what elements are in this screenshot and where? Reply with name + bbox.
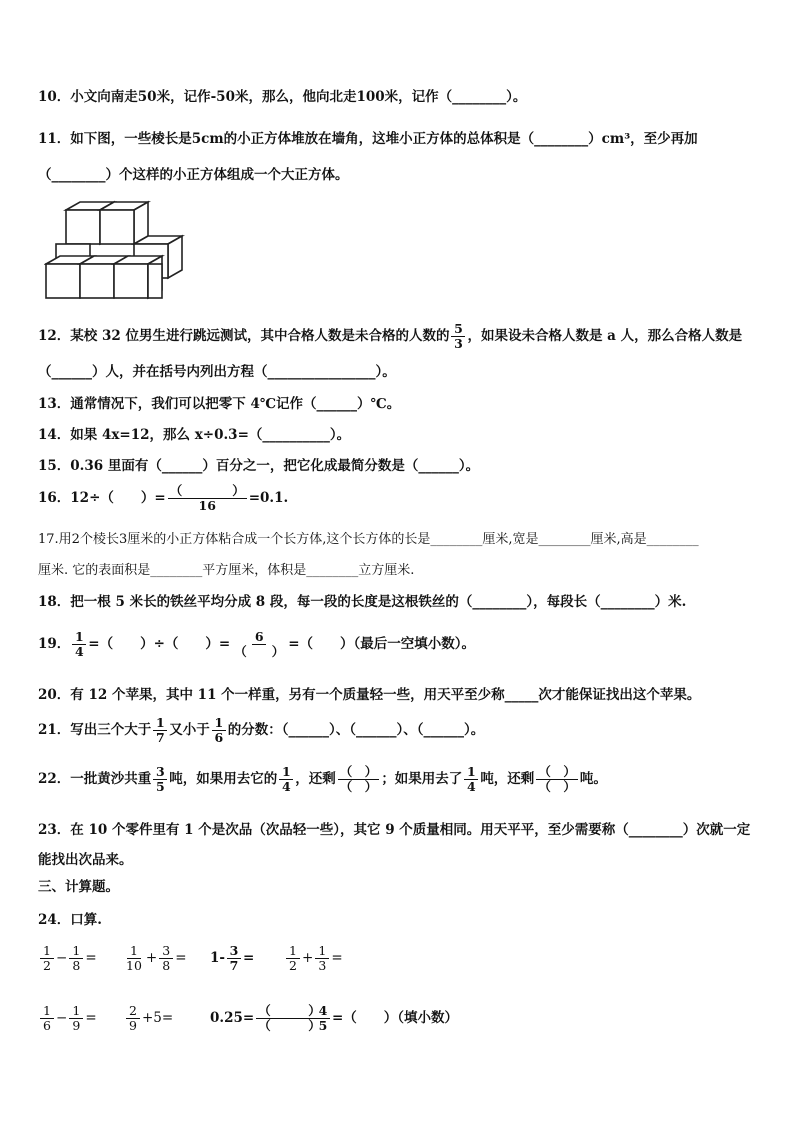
question-22 xyxy=(38,765,607,794)
question-12-line2: （______）人，并在括号内列出方程（________________）。 xyxy=(38,364,396,380)
q16-text-post: =0.1. xyxy=(248,490,289,506)
q22-fraction-1 xyxy=(153,765,167,794)
calc-1-4 xyxy=(284,944,343,973)
calc-op: − xyxy=(56,1010,68,1026)
q22-text-mid4: 吨，还剩 xyxy=(480,771,535,787)
calc-den: 8 xyxy=(72,958,81,973)
q21-frac1-num: 1 xyxy=(153,716,167,731)
question-18: 18．把一根 5 米长的铁丝平均分成 8 段，每一段的长度是这根铁丝的（________），每段长（________）米. xyxy=(38,594,687,610)
cube-stack-figure xyxy=(44,200,188,302)
calc-1-4-frac-a xyxy=(286,944,300,973)
q21-text-mid: 又小于 xyxy=(169,722,210,738)
q12-frac-num: 5 xyxy=(451,322,465,337)
calc-lead: 0.25= xyxy=(210,1010,255,1026)
calc-tail: =（ ）（填小数） xyxy=(332,1010,459,1026)
calc-num: 1 xyxy=(315,944,329,959)
question-15: 15．0.36 里面有（______）百分之一，把它化成最简分数是（______）。 xyxy=(38,458,480,474)
cube-stack-drawing xyxy=(44,200,188,302)
calc-num: 4 xyxy=(316,1004,330,1019)
calc-den: 3 xyxy=(318,958,327,973)
calc-op: − xyxy=(56,950,68,966)
calc-lead: 1- xyxy=(210,950,225,966)
question-13: 13．通常情况下，我们可以把零下 4℃记作（______）℃。 xyxy=(38,396,401,412)
q22-fraction-3 xyxy=(338,765,380,794)
calc-op: + xyxy=(302,950,314,966)
calc-den: 2 xyxy=(289,958,297,973)
calc-1-2 xyxy=(122,944,187,973)
q22-frac4-num: 1 xyxy=(464,765,478,780)
calc-num: （ ） xyxy=(258,1003,321,1018)
q22-frac1-den: 5 xyxy=(155,779,165,794)
calc-2-2 xyxy=(124,1004,173,1033)
calc-den: （ ） xyxy=(258,1018,321,1033)
calc-num: 3 xyxy=(159,944,173,959)
calc-1-2-frac-a xyxy=(124,944,144,973)
q22-fraction-2 xyxy=(279,765,293,794)
calc-tail: = xyxy=(85,1010,97,1026)
q19-text-mid: =（ ）÷（ ）= xyxy=(88,636,231,652)
question-23-line1: 23．在 10 个零件里有 1 个是次品（次品轻一些），其它 9 个质量相同。用天平平，至少需要称（________）次就一定 xyxy=(38,822,751,838)
calc-den: 5 xyxy=(318,1018,328,1033)
q16-text-pre: 16．12÷（ ）= xyxy=(38,490,166,506)
q16-frac-den: 16 xyxy=(198,498,216,513)
calc-num: 1 xyxy=(69,944,83,959)
q16-frac-num: （ ） xyxy=(169,483,245,498)
q19-text-pre: 19． xyxy=(38,636,71,652)
q21-frac2-num: 1 xyxy=(212,716,226,731)
q22-frac3-den: （ ） xyxy=(339,779,378,794)
q12-frac-den: 3 xyxy=(454,336,463,351)
question-19 xyxy=(38,630,475,659)
calc-num: 3 xyxy=(227,944,241,959)
q22-frac3-num: （ ） xyxy=(339,764,378,779)
calc-den: 9 xyxy=(72,1018,81,1033)
q19-frac2-den: （ ） xyxy=(234,644,285,659)
calc-1-3-frac xyxy=(227,944,241,973)
q22-frac4-den: 4 xyxy=(466,779,476,794)
calc-2-1 xyxy=(38,1004,97,1033)
calc-num: 1 xyxy=(127,944,141,959)
q21-text-post: 的分数：（______）、（______）、（______）。 xyxy=(227,722,485,738)
q19-text-post: =（ ）（最后一空填小数）。 xyxy=(288,636,476,652)
calc-1-3 xyxy=(210,944,254,973)
calc-2-3 xyxy=(210,1004,325,1033)
calc-den: 10 xyxy=(126,958,142,973)
q22-text-mid2: ，还剩 xyxy=(295,771,336,787)
q21-frac2-den: 6 xyxy=(214,730,224,745)
q22-text-mid1: 吨，如果用去它的 xyxy=(169,771,278,787)
calc-2-2-frac xyxy=(126,1004,140,1033)
calc-1-1-frac-b xyxy=(69,944,83,973)
question-17-line1: 17.用2个棱长3厘米的小正方体粘合成一个长方体,这个长方体的长是________厘米,宽是________厘米,高是________ xyxy=(38,532,699,547)
question-21 xyxy=(38,716,484,745)
calc-2-4-frac xyxy=(316,1004,330,1033)
calc-tail: = xyxy=(175,950,187,966)
calc-2-1-frac-b xyxy=(69,1004,83,1033)
q21-fraction-2 xyxy=(212,716,226,745)
q19-fraction-2 xyxy=(232,630,286,659)
calc-1-1-frac-a xyxy=(40,944,54,973)
calc-1-1 xyxy=(38,944,97,973)
q22-text-pre: 22．一批黄沙共重 xyxy=(38,771,152,787)
q22-text-post: 吨。 xyxy=(579,771,607,787)
question-24: 24．口算. xyxy=(38,912,102,928)
question-11-line1: 11．如下图，一些棱长是5cm的小正方体堆放在墙角，这堆小正方体的总体积是（________）cm³，至少再加 xyxy=(38,131,698,147)
q12-fraction xyxy=(451,322,465,351)
calc-num: 1 xyxy=(69,1004,83,1019)
calc-tail: = xyxy=(85,950,97,966)
q19-frac1-den: 4 xyxy=(74,644,84,659)
question-16 xyxy=(38,484,288,513)
calc-tail: = xyxy=(243,950,255,966)
calc-den: 6 xyxy=(43,1018,51,1033)
q21-text-pre: 21．写出三个大于 xyxy=(38,722,152,738)
q21-frac1-den: 7 xyxy=(155,730,165,745)
calc-1-2-frac-b xyxy=(159,944,173,973)
calc-op: + xyxy=(145,950,158,966)
calc-num: 1 xyxy=(40,944,54,959)
q21-fraction-1 xyxy=(153,716,167,745)
calc-1-4-frac-b xyxy=(315,944,329,973)
question-11-line2: （________）个这样的小正方体组成一个大正方体。 xyxy=(38,167,349,183)
q22-frac1-num: 3 xyxy=(153,765,167,780)
q22-fraction-4 xyxy=(464,765,478,794)
question-10: 10．小文向南走50米，记作-50米，那么，他向北走100米，记作（________）。 xyxy=(38,89,527,105)
question-12-line1 xyxy=(38,322,742,351)
calc-2-1-frac-a xyxy=(40,1004,54,1033)
q19-frac1-num: 1 xyxy=(72,630,86,645)
calc-num: 2 xyxy=(126,1004,140,1019)
q19-frac2-num: 6 xyxy=(252,630,266,645)
q22-frac2-den: 4 xyxy=(281,779,291,794)
q19-fraction-1 xyxy=(72,630,86,659)
q12-text-post: ，如果设未合格人数是 a 人，那么合格人数是 xyxy=(467,328,743,344)
q16-fraction xyxy=(168,484,247,513)
question-14: 14．如果 4x=12，那么 x÷0.3=（__________）。 xyxy=(38,427,351,443)
calc-2-3-frac xyxy=(256,1004,323,1033)
calc-num: 1 xyxy=(40,1004,54,1019)
q22-frac5-den: （ ） xyxy=(538,779,576,794)
calc-tail: = xyxy=(331,950,343,966)
calc-tail: +5= xyxy=(142,1010,174,1026)
calc-den: 9 xyxy=(129,1018,137,1033)
calc-den: 7 xyxy=(229,958,239,973)
q22-text-mid3: ；如果用去了 xyxy=(381,771,463,787)
q22-fraction-5 xyxy=(536,765,578,794)
calc-2-4 xyxy=(314,1004,458,1033)
question-17-line2: 厘米. 它的表面积是________平方厘米，体积是________立方厘米. xyxy=(38,563,415,578)
q22-frac5-num: （ ） xyxy=(538,764,576,779)
q12-text-pre: 12．某校 32 位男生进行跳远测试，其中合格人数是未合格的人数的 xyxy=(38,328,450,344)
calc-den: 2 xyxy=(43,958,51,973)
calc-den: 8 xyxy=(162,958,171,973)
section-heading: 三、计算题。 xyxy=(38,879,119,895)
question-23-line2: 能找出次品来。 xyxy=(38,852,133,868)
q22-frac2-num: 1 xyxy=(279,765,293,780)
question-20: 20．有 12 个苹果，其中 11 个一样重，另有一个质量轻一些，用天平至少称_____次才能保证找出这个苹果。 xyxy=(38,687,701,703)
calc-num: 1 xyxy=(286,944,300,959)
